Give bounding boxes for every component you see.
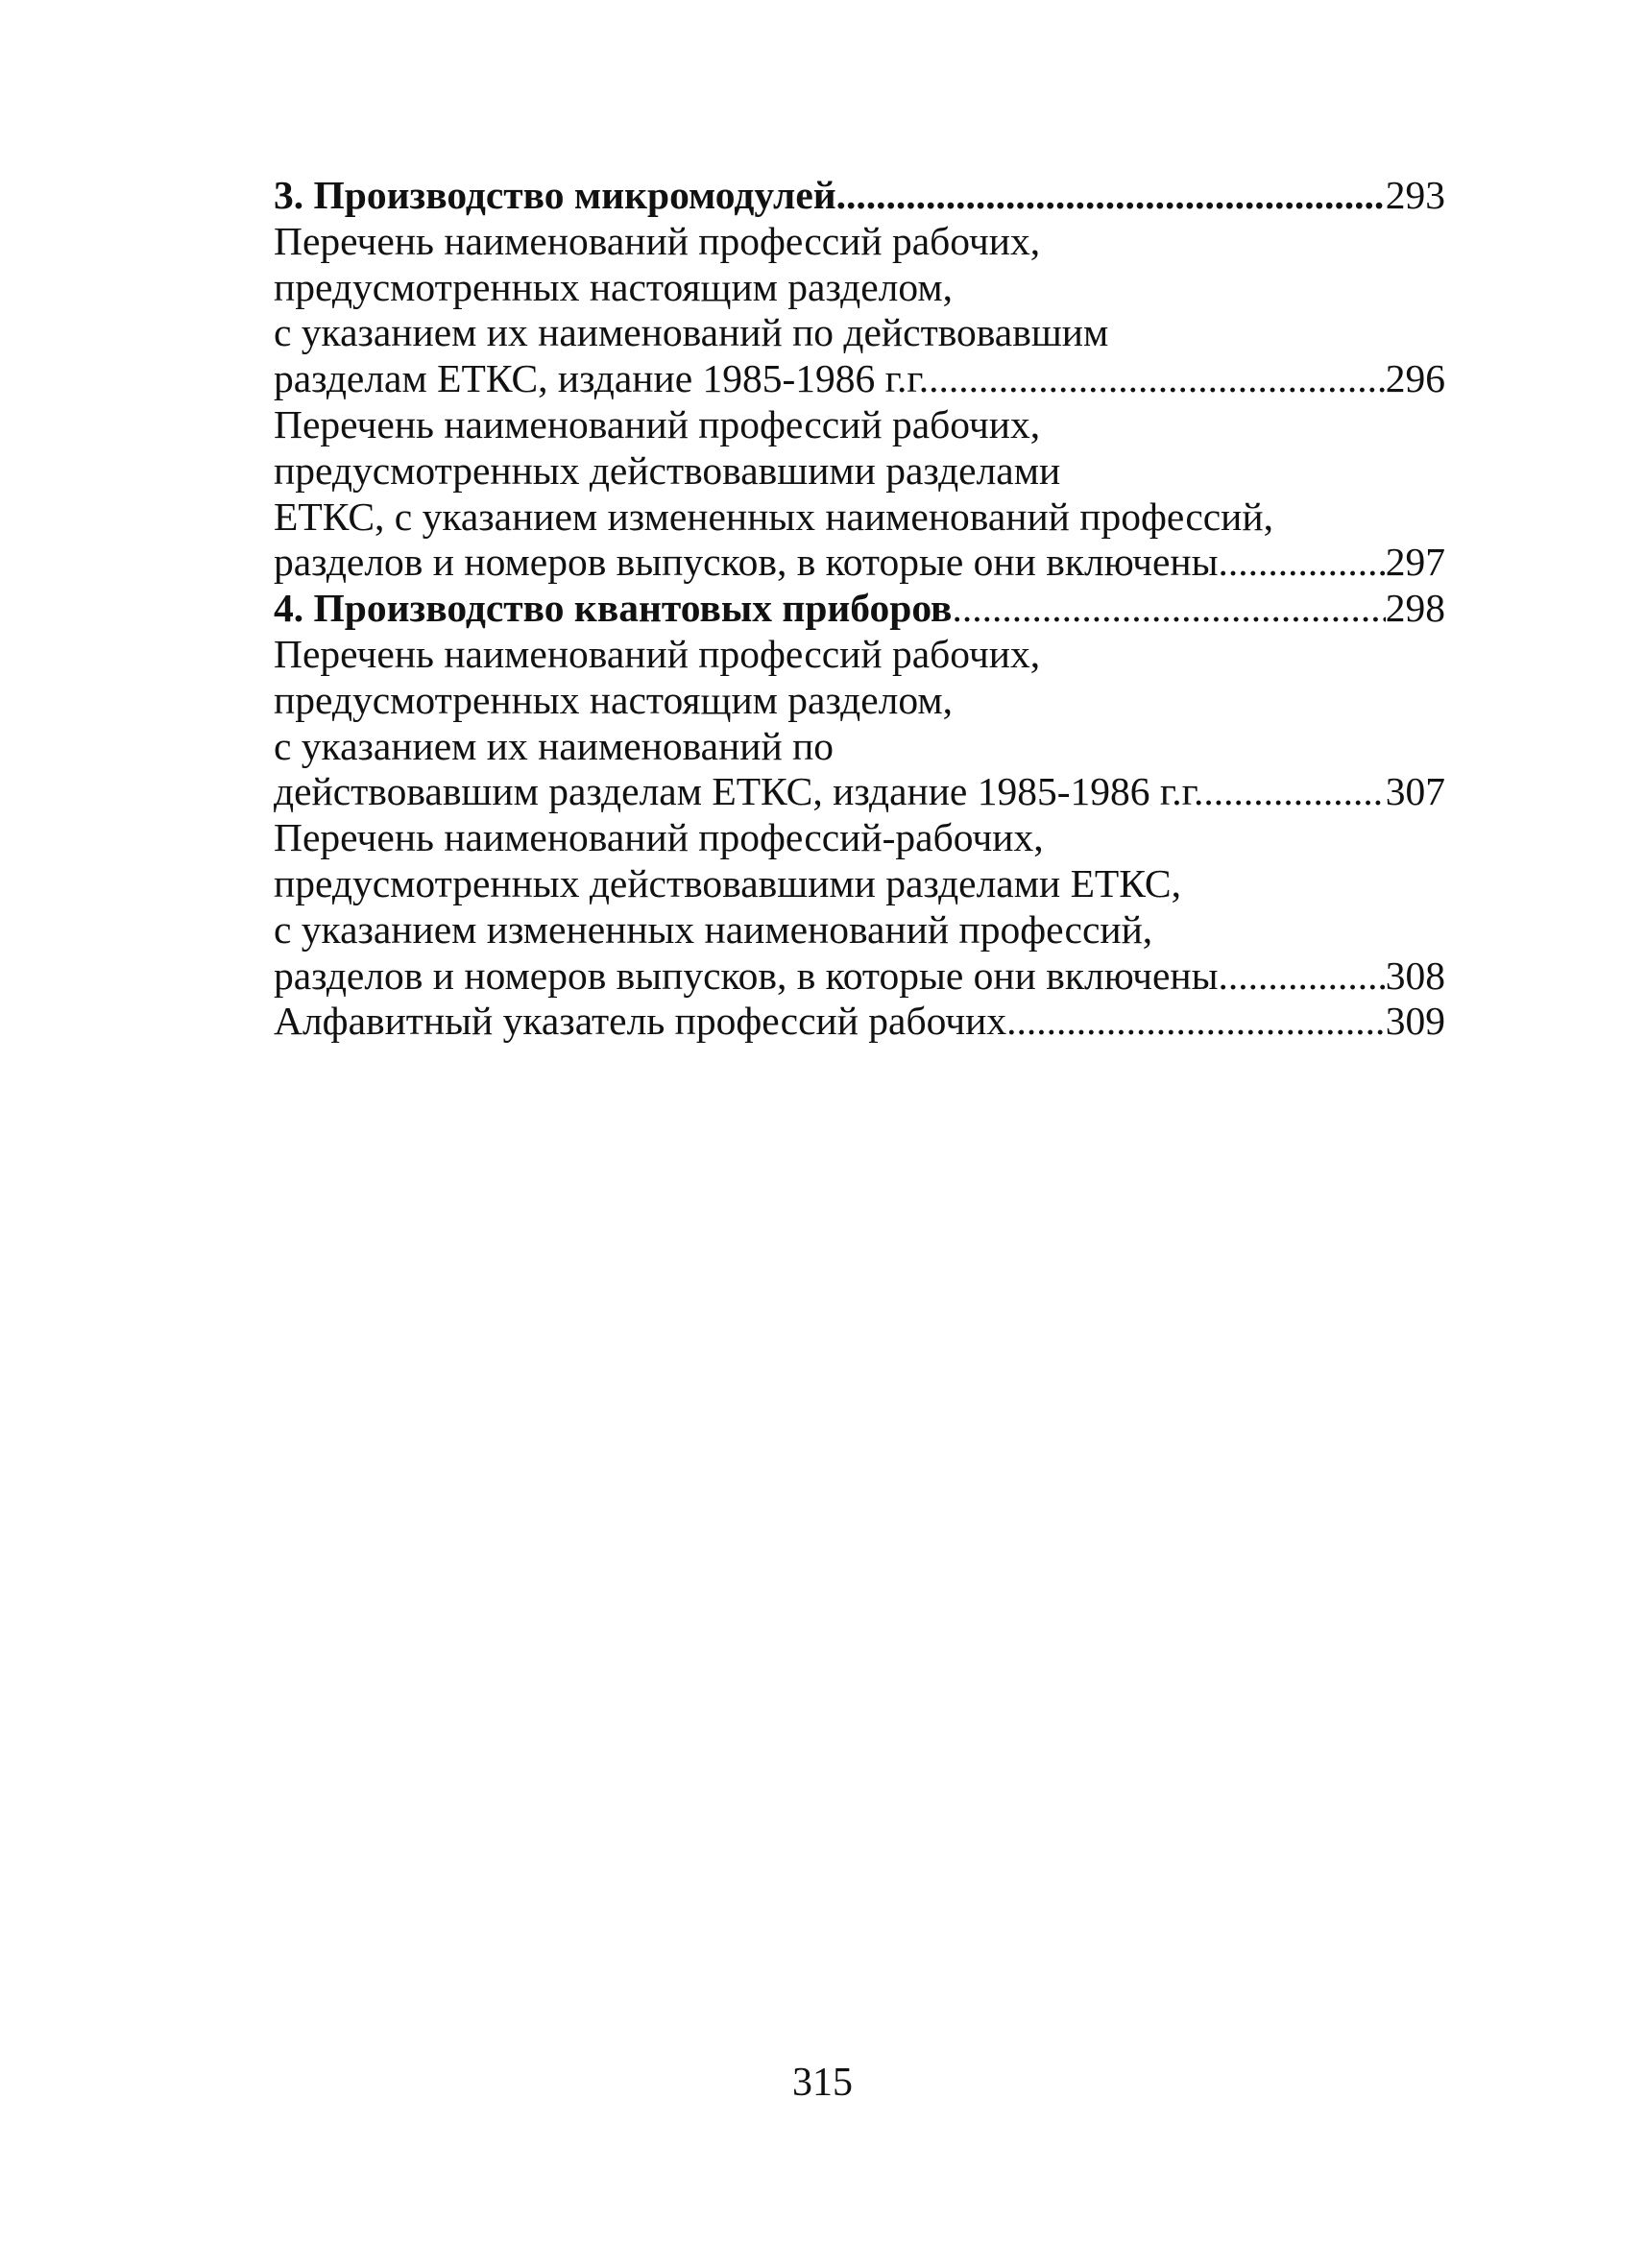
toc-entry-title: 3. Производство микромодулей (274, 173, 836, 217)
toc-entry-title: разделов и номеров выпусков, в которые они включены (274, 540, 1219, 585)
toc-entry-list-3[interactable] (274, 769, 1445, 815)
dot-leader (1203, 769, 1385, 815)
toc-entry-text-line (274, 402, 1445, 448)
toc-entry-text-line (274, 495, 1445, 541)
toc-entry-page: 307 (1385, 769, 1445, 814)
toc-entry-title: разделов и номеров выпусков, в которые они включены (274, 953, 1219, 998)
toc-entry-text-line (274, 448, 1445, 495)
toc-entry-title: предусмотренных действовавшими разделами (274, 447, 1061, 493)
toc-entry-page: 308 (1385, 953, 1445, 998)
dot-leader (952, 586, 1385, 632)
toc-entry-title: с указанием их наименований по (274, 723, 835, 768)
toc-entry-text-line (274, 724, 1445, 770)
toc-entry-page: 298 (1385, 586, 1445, 631)
toc-entry-text-line (274, 310, 1445, 356)
table-of-contents (274, 173, 1445, 1045)
dot-leader (1006, 999, 1386, 1045)
toc-entry-text-line (274, 907, 1445, 953)
dot-leader (836, 173, 1386, 219)
toc-entry-title: действовавшим разделам ЕТКС, издание 1985-1986 г.г. (274, 769, 1204, 814)
toc-entry-text-line (274, 265, 1445, 311)
toc-entry-title: с указанием их наименований по действовавшим (274, 310, 1109, 355)
toc-entry-list-2[interactable] (274, 540, 1445, 586)
toc-entry-page: 293 (1385, 173, 1445, 217)
toc-entry-section-4[interactable] (274, 586, 1445, 632)
toc-entry-text-line (274, 632, 1445, 678)
toc-entry-list-4[interactable] (274, 953, 1445, 1000)
toc-entry-page: 297 (1385, 540, 1445, 585)
dot-leader (1219, 540, 1386, 586)
toc-entry-text-line (274, 861, 1445, 907)
toc-entry-title: Перечень наименований профессий рабочих, (274, 401, 1041, 446)
toc-entry-title: Алфавитный указатель профессий рабочих (274, 999, 1007, 1044)
toc-entry-page: 296 (1385, 356, 1445, 401)
toc-entry-text-line (274, 219, 1445, 265)
toc-entry-title: Перечень наименований профессий рабочих, (274, 218, 1041, 263)
toc-entry-alphabetical-index[interactable] (274, 999, 1445, 1045)
toc-entry-title: предусмотренных действовавшими разделами ЕТКС, (274, 860, 1181, 905)
toc-entry-title: разделам ЕТКС, издание 1985-1986 г.г. (274, 356, 930, 401)
toc-entry-page: 309 (1385, 999, 1445, 1044)
toc-entry-title: Перечень наименований профессий-рабочих, (274, 815, 1044, 860)
toc-entry-section-3[interactable] (274, 173, 1445, 219)
toc-entry-title: Перечень наименований профессий рабочих, (274, 631, 1041, 676)
toc-entry-text-line (274, 678, 1445, 724)
toc-entry-text-line (274, 815, 1445, 861)
dot-leader (929, 356, 1386, 402)
toc-entry-title: с указанием измененных наименований профессий, (274, 906, 1153, 952)
page-number: 315 (792, 2061, 853, 2105)
toc-entry-list-1[interactable] (274, 356, 1445, 402)
toc-entry-title: предусмотренных настоящим разделом, (274, 264, 953, 309)
toc-entry-title: 4. Производство квантовых приборов (274, 586, 953, 631)
toc-entry-title: предусмотренных настоящим разделом, (274, 677, 953, 722)
toc-entry-title: ЕТКС, с указанием измененных наименований профессий, (274, 494, 1273, 539)
dot-leader (1219, 953, 1386, 1000)
